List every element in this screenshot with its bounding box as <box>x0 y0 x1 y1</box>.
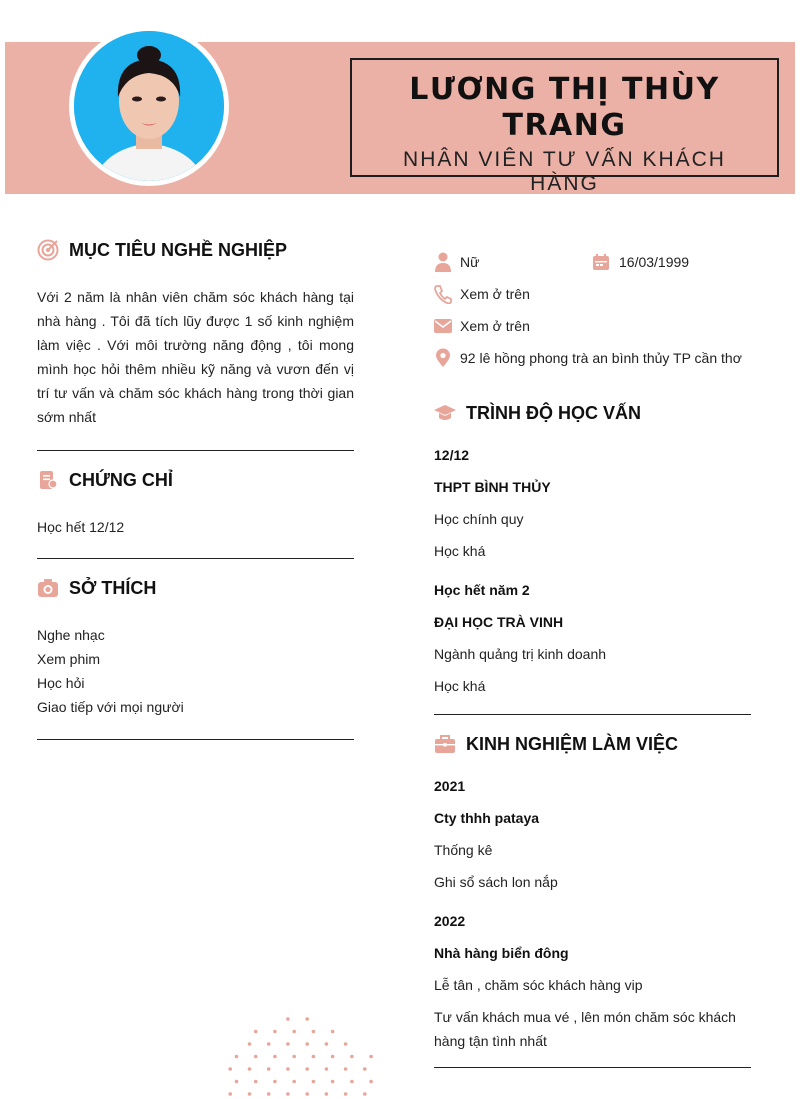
decoration-dot <box>363 1092 367 1096</box>
hobby-item: Xem phim <box>37 651 101 667</box>
education-entry <box>434 574 751 702</box>
objective-heading: MỤC TIÊU NGHỀ NGHIỆP <box>69 239 288 260</box>
education-school: THPT BÌNH THỦY <box>434 479 551 495</box>
gender-value: Nữ <box>460 254 480 270</box>
objective-section <box>37 236 354 429</box>
experience-year: 2022 <box>434 913 466 929</box>
decoration-dot <box>312 1030 316 1034</box>
person-icon <box>434 252 452 272</box>
contact-section <box>434 246 751 374</box>
decoration-dot <box>286 1067 290 1071</box>
decoration-dot <box>273 1030 277 1034</box>
decoration-dot <box>305 1017 309 1021</box>
left-column <box>37 236 354 740</box>
experience-heading: KINH NGHIỆM LÀM VIỆC <box>466 733 679 754</box>
education-time: 12/12 <box>434 447 470 463</box>
hobbies-heading: SỞ THÍCH <box>69 577 157 598</box>
decoration-dot <box>273 1080 277 1084</box>
decoration-dot <box>254 1055 258 1059</box>
decoration-dot <box>369 1080 373 1084</box>
graduation-cap-icon <box>434 402 456 424</box>
decoration-dot <box>363 1067 367 1071</box>
decoration-dot <box>305 1067 309 1071</box>
name-box <box>350 58 779 195</box>
decoration-dot <box>350 1055 354 1059</box>
decoration-dot <box>325 1092 329 1096</box>
education-major: Ngành quảng trị kinh doanh <box>434 646 607 662</box>
divider <box>37 558 354 559</box>
education-school: ĐẠI HỌC TRÀ VINH <box>434 614 564 630</box>
decoration-dot <box>292 1080 296 1084</box>
decoration-dot <box>369 1055 373 1059</box>
experience-entry <box>434 770 751 898</box>
decoration-dot <box>228 1067 232 1071</box>
target-icon <box>37 239 59 261</box>
decoration-dot <box>292 1055 296 1059</box>
hobby-item: Giao tiếp với mọi người <box>37 699 184 715</box>
decoration-dot <box>292 1030 296 1034</box>
divider <box>37 739 354 740</box>
camera-icon <box>37 577 59 599</box>
candidate-name: LƯƠNG THỊ THÙY TRANG <box>409 72 720 143</box>
experience-desc: Tư vấn khách mua vé , lên món chăm sóc khách hàng tận tình nhất <box>434 1009 736 1049</box>
hobby-item: Nghe nhạc <box>37 627 105 643</box>
decoration-dot <box>286 1042 290 1046</box>
experience-company: Nhà hàng biển đông <box>434 945 569 961</box>
decoration-dot <box>267 1092 271 1096</box>
briefcase-icon <box>434 733 456 755</box>
decoration-dot <box>344 1092 348 1096</box>
experience-role: Lễ tân , chăm sóc khách hàng vip <box>434 977 643 993</box>
mail-icon <box>434 316 452 336</box>
certificates-heading: CHỨNG CHỈ <box>69 469 173 490</box>
education-heading: TRÌNH ĐỘ HỌC VẤN <box>466 402 641 423</box>
experience-year: 2021 <box>434 778 466 794</box>
job-title: NHÂN VIÊN TƯ VẤN KHÁCH HÀNG <box>403 148 726 195</box>
decoration-dot <box>325 1067 329 1071</box>
email-value: Xem ở trên <box>460 318 530 334</box>
objective-text: Với 2 năm là nhân viên chăm sóc khách hàng tại nhà hàng . Tôi đã tích lũy được 1 số kinh nghiệm làm việc . Với môi trường năng động , tôi mong mình học hỏi thêm nhiều kỹ năng và vươn đến vị trí tư vấn và chăm sóc khách hàng trong thời gian sớm nhất <box>37 289 354 425</box>
hobby-item: Học hỏi <box>37 675 85 691</box>
hobbies-section <box>37 574 354 719</box>
education-time: Học hết năm 2 <box>434 582 530 598</box>
decoration-dot <box>254 1030 258 1034</box>
certificate-icon <box>37 469 59 491</box>
location-icon <box>434 348 452 368</box>
decoration-dot <box>312 1055 316 1059</box>
experience-company: Cty thhh pataya <box>434 810 540 826</box>
decoration-dot <box>331 1055 335 1059</box>
birthday-value: 16/03/1999 <box>619 254 690 270</box>
experience-role: Thống kê <box>434 842 493 858</box>
decoration-dot <box>305 1092 309 1096</box>
address-value: 92 lê hồng phong trà an bình thủy TP cần thơ <box>460 350 742 366</box>
divider <box>434 714 751 715</box>
decoration-dot <box>344 1042 348 1046</box>
decoration-dot <box>331 1030 335 1034</box>
calendar-icon <box>592 252 610 272</box>
certificate-item: Học hết 12/12 <box>37 519 125 535</box>
decoration-dot <box>344 1067 348 1071</box>
experience-desc: Ghi sổ sách lon nắp <box>434 874 558 890</box>
decoration-dot <box>305 1042 309 1046</box>
decoration-dot <box>273 1055 277 1059</box>
education-section <box>434 399 751 702</box>
decoration-dot <box>286 1092 290 1096</box>
decoration-dot <box>248 1067 252 1071</box>
decoration-dot <box>228 1092 232 1096</box>
decoration-dot <box>286 1017 290 1021</box>
decoration-dot <box>312 1080 316 1084</box>
experience-section <box>434 730 751 1053</box>
decoration-dot <box>254 1080 258 1084</box>
experience-entry <box>434 905 751 1053</box>
decoration-dot <box>267 1067 271 1071</box>
decoration-dot <box>325 1042 329 1046</box>
divider <box>434 1067 751 1068</box>
profile-photo <box>74 31 224 181</box>
education-entry <box>434 439 751 567</box>
avatar <box>69 26 229 186</box>
decoration-dot <box>350 1080 354 1084</box>
education-grade: Học khá <box>434 543 486 559</box>
decoration-dot <box>267 1042 271 1046</box>
dot-pattern-decoration <box>205 1015 395 1099</box>
divider <box>37 450 354 451</box>
certificates-section <box>37 466 354 539</box>
decoration-dot <box>235 1080 239 1084</box>
right-column <box>434 246 751 1068</box>
phone-value: Xem ở trên <box>460 286 530 302</box>
decoration-dot <box>331 1080 335 1084</box>
phone-icon <box>434 284 452 304</box>
decoration-dot <box>248 1042 252 1046</box>
education-grade: Học khá <box>434 678 486 694</box>
decoration-dot <box>248 1092 252 1096</box>
decoration-dot <box>235 1055 239 1059</box>
education-major: Học chính quy <box>434 511 524 527</box>
